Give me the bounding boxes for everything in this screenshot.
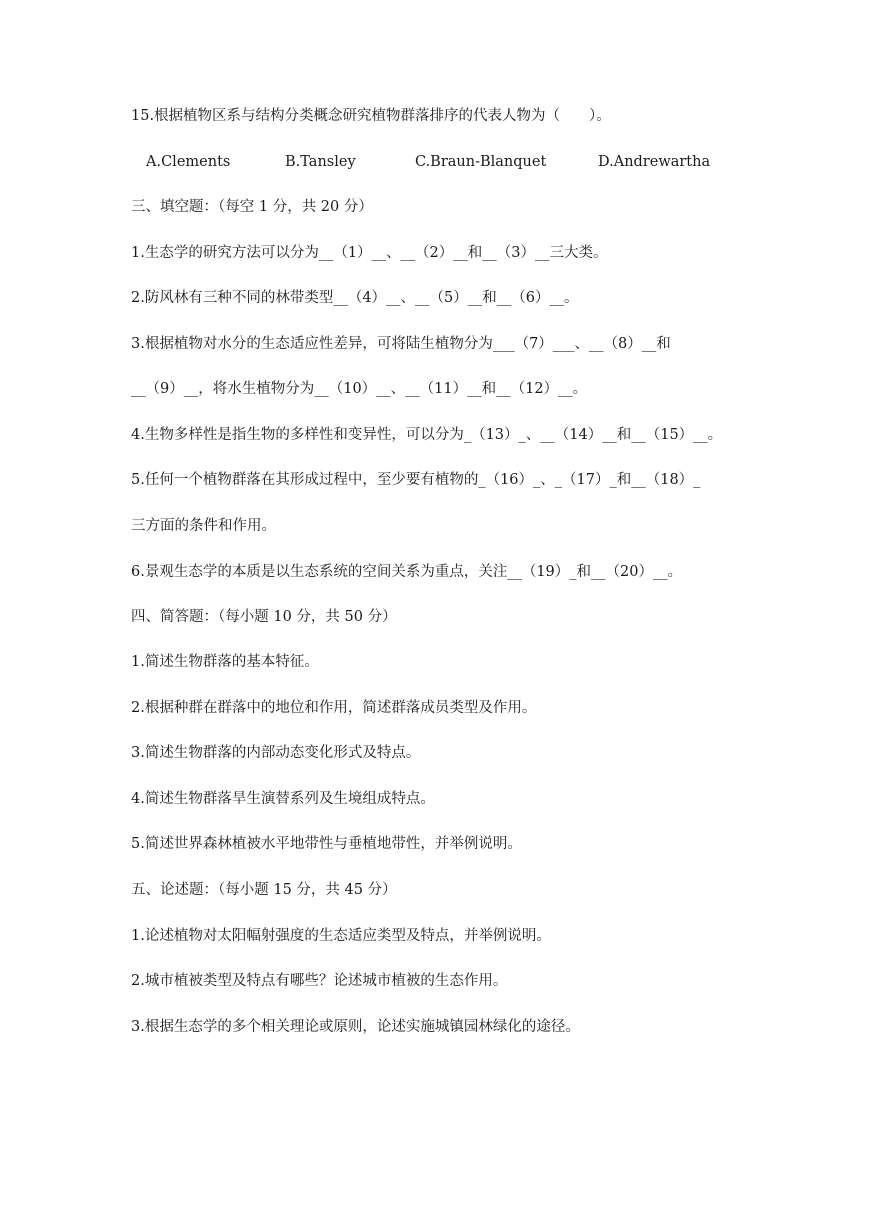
fill-blank-line: 3.根据植物对水分的生态适应性差异，可将陆生植物分为___（7）___、__（8）__和 [131,336,671,352]
short-answer-question: 1.简述生物群落的基本特征。 [131,654,319,670]
fill-blank-line: 6.景观生态学的本质是以生态系统的空间关系为重点，关注__（19）_和__（20）__。 [131,564,682,580]
fill-blank-line: __（9）__，将水生植物分为__（10）__、__（11）__和__（12）__。 [131,381,588,397]
section-4-heading: 四、简答题：（每小题 10 分，共 50 分） [131,609,397,625]
fill-blank-line: 1.生态学的研究方法可以分为__（1）__、__（2）__和__（3）__三大类。 [131,245,608,261]
section-5-heading: 五、论述题：（每小题 15 分，共 45 分） [131,882,397,898]
fill-blank-line: 三方面的条件和作用。 [131,518,276,534]
essay-question: 1.论述植物对太阳幅射强度的生态适应类型及特点，并举例说明。 [131,928,551,944]
fill-blank-line: 2.防风林有三种不同的林带类型__（4）__、__（5）__和__（6）__。 [131,290,579,306]
option-d: D.Andrewartha [598,154,711,170]
fill-blank-line: 4.生物多样性是指生物的多样性和变异性，可以分为_（13）_、__（14）__和__（15）__。 [131,427,723,443]
question-15-stem: 15.根据植物区系与结构分类概念研究植物群落排序的代表人物为（ ）。 [131,108,611,124]
essay-question: 2.城市植被类型及特点有哪些？论述城市植被的生态作用。 [131,973,508,989]
section-3-heading: 三、填空题：（每空 1 分，共 20 分） [131,199,373,215]
option-b: B.Tansley [285,154,356,170]
essay-question: 3.根据生态学的多个相关理论或原则，论述实施城镇园林绿化的途径。 [131,1019,580,1035]
question-15-options [0,152,869,172]
short-answer-question: 2.根据种群在群落中的地位和作用，简述群落成员类型及作用。 [131,700,537,716]
fill-blank-line: 5.任何一个植物群落在其形成过程中，至少要有植物的_（16）_、_（17）_和__（18）_ [131,472,701,488]
option-a: A.Clements [146,154,231,170]
option-c: C.Braun-Blanquet [415,154,547,170]
short-answer-question: 4.简述生物群落旱生演替系列及生境组成特点。 [131,791,435,807]
short-answer-question: 5.简述世界森林植被水平地带性与垂植地带性，并举例说明。 [131,836,522,852]
short-answer-question: 3.简述生物群落的内部动态变化形式及特点。 [131,745,421,761]
